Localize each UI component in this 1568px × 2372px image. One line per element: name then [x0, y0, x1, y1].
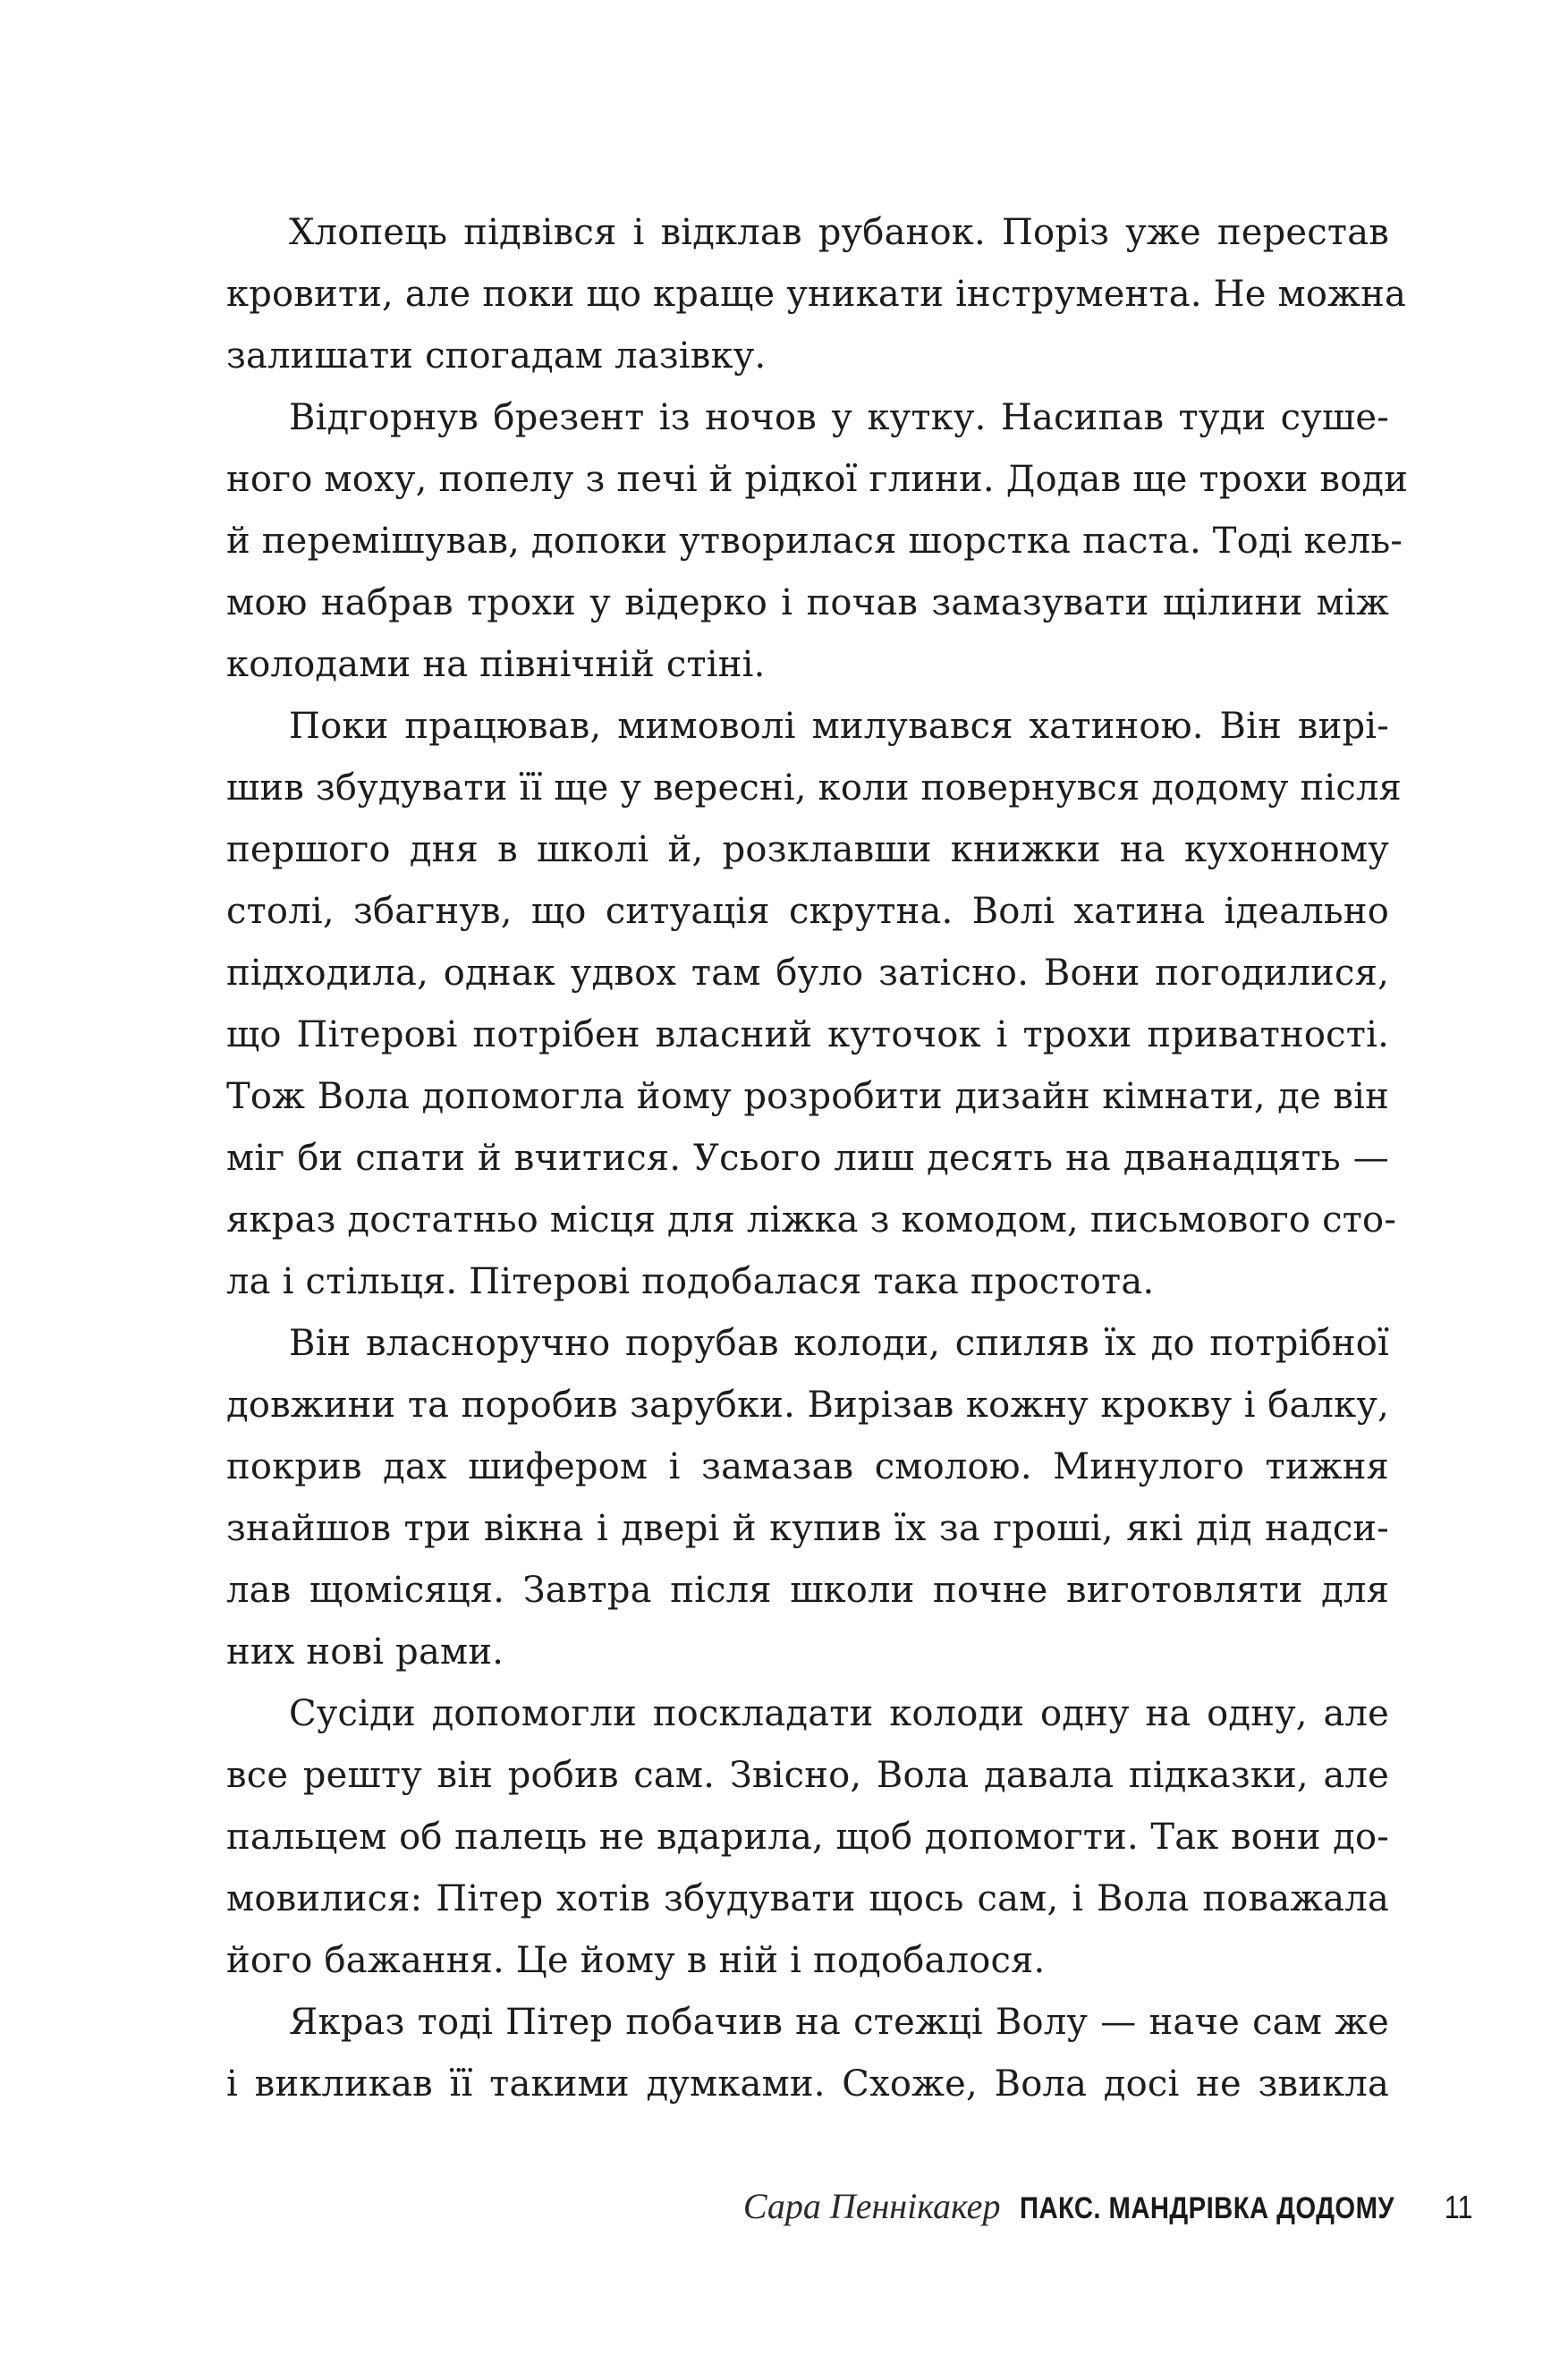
text-line: й перемішував, допоки утворилася шорстка паста. Тоді кель- — [226, 521, 1403, 562]
text-line: що Пітерові потрібен власний куточок і трохи приватності. — [226, 1014, 1389, 1055]
paragraph — [226, 1313, 1389, 1683]
text-line: кровити, але поки що краще уникати інструмента. Не можна — [226, 274, 1407, 315]
text-line: його бажання. Це йому в ній і подобалося. — [226, 1940, 1046, 1981]
text-line: підходила, однак удвох там було затісно. Вони погодилися, — [226, 953, 1389, 994]
footer-author: Сара Пеннікакер — [742, 2186, 1001, 2226]
text-line: залишати спогадам лазівку. — [226, 335, 767, 377]
text-line: мою набрав трохи у відерко і почав замазувати щілини між — [226, 582, 1389, 623]
paragraph — [226, 202, 1407, 387]
text-line: них нові рами. — [226, 1631, 504, 1673]
text-line: якраз достатньо місця для ліжка з комодом, письмового сто- — [226, 1199, 1397, 1241]
text-line: Сусіди допомогли поскладати колоди одну на одну, але — [289, 1693, 1389, 1734]
paragraph — [226, 387, 1409, 696]
text-line: шив збудувати її ще у вересні, коли повернувся додому після — [226, 767, 1402, 809]
text-line: знайшов три вікна і двері й купив їх за гроші, які дід надси- — [226, 1508, 1389, 1549]
text-line: Якраз тоді Пітер побачив на стежці Волу — наче сам же — [289, 2002, 1389, 2043]
text-line: мовилися: Пітер хотів збудувати щось сам, і Вола поважала — [226, 1878, 1389, 1919]
text-line: колодами на північній стіні. — [226, 644, 766, 685]
paragraph — [226, 1992, 1389, 2115]
text-line: першого дня в школі й, розклавши книжки на кухонному — [226, 829, 1389, 870]
text-line: лав щомісяця. Завтра після школи почне виготовляти для — [226, 1570, 1389, 1611]
text-line: Хлопець підвівся і відклав рубанок. Поріз уже перестав — [289, 212, 1389, 253]
text-line: покрив дах шифером і замазав смолою. Минулого тижня — [226, 1446, 1389, 1487]
running-footer — [743, 2187, 1475, 2228]
text-line: довжини та поробив зарубки. Вирізав кожну крокву і балку, — [226, 1385, 1389, 1426]
body-text — [226, 202, 1409, 2115]
text-line: все решту він робив сам. Звісно, Вола давала підказки, але — [226, 1755, 1389, 1796]
page-number: 11 — [1444, 2189, 1473, 2225]
footer-book-title: ПАКС. МАНДРІВКА ДОДОМУ — [1020, 2191, 1395, 2225]
text-line: пальцем об палець не вдарила, щоб допомогти. Так вони до- — [226, 1817, 1389, 1858]
text-line: Поки працював, мимоволі милувався хатиною. Він вирі- — [289, 706, 1389, 747]
text-line: Тож Вола допомогла йому розробити дизайн кімнати, де він — [226, 1076, 1389, 1117]
text-line: ла і стільця. Пітерові подобалася така простота. — [226, 1261, 1155, 1302]
text-line: Він власноручно порубав колоди, спиляв їх до потрібної — [289, 1323, 1389, 1364]
text-line: міг би спати й вчитися. Усього лиш десять на дванадцять — — [226, 1138, 1389, 1179]
text-line: Відгорнув брезент із ночов у кутку. Насипав туди суше- — [289, 397, 1389, 438]
text-line: столі, збагнув, що ситуація скрутна. Волі хатина ідеально — [226, 891, 1389, 932]
paragraph — [226, 1683, 1389, 1992]
paragraph — [226, 696, 1402, 1313]
text-line: і викликав її такими думками. Схоже, Вола досі не звикла — [226, 2063, 1389, 2105]
text-line: ного моху, попелу з печі й рідкої глини. Додав ще трохи води — [226, 459, 1409, 500]
